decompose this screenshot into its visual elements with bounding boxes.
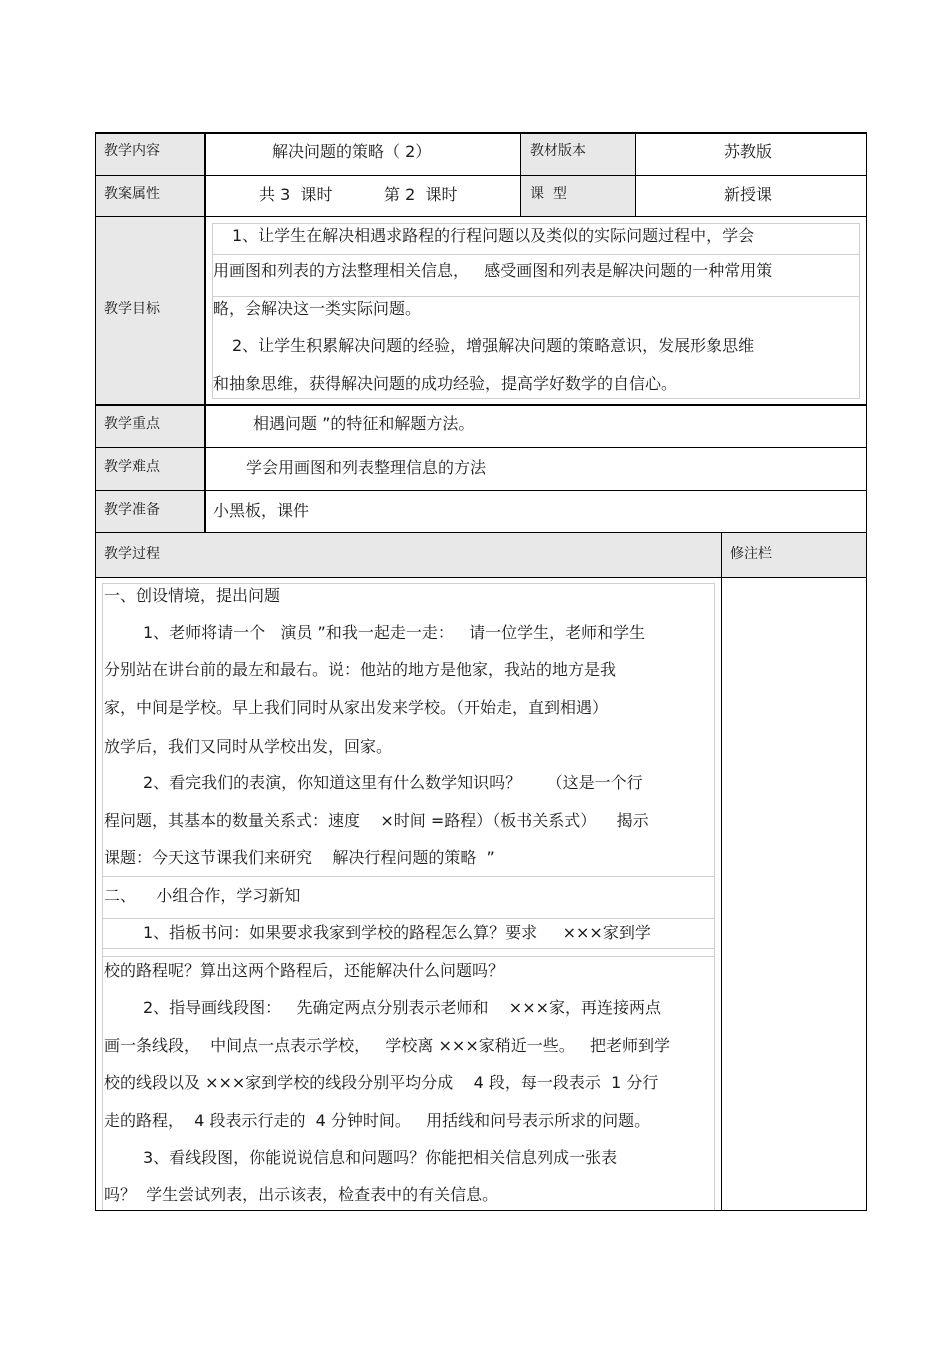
- content-label: 教学内容: [104, 143, 160, 159]
- difficulty-label: 教学难点: [104, 459, 160, 475]
- keypoint-label: 教学重点: [104, 416, 160, 432]
- process-line: 二、 小组合作，学习新知: [104, 886, 301, 905]
- content-value: 解决问题的策略（ 2）: [272, 142, 432, 161]
- prep-label: 教学准备: [104, 502, 160, 518]
- process-line: 吗？ 学生尝试列表，出示该表，检查表中的有关信息。: [104, 1185, 499, 1204]
- process-line: 画一条线段， 中间点一点表示学校， 学校离 ×××家稍近一些。 把老师到学: [104, 1036, 670, 1055]
- goal-line: 用画图和列表的方法整理相关信息， 感受画图和列表是解决问题的一种常用策: [213, 261, 773, 280]
- process-line: 一、创设情境，提出问题: [104, 586, 281, 605]
- process-line: 校的线段以及 ×××家到学校的线段分别平均分成 4 段，每一段表示 1 分行: [104, 1073, 659, 1092]
- process-line: 分别站在讲台前的最左和最右。说：他站的地方是他家，我站的地方是我: [104, 660, 617, 679]
- process-line: 走的路程， 4 段表示行走的 4 分钟时间。 用括线和问号表示所求的问题。: [104, 1111, 651, 1130]
- process-line: 1、老师将请一个 演员 ”和我一起走一走： 请一位学生，老师和学生: [143, 623, 646, 642]
- attr-label: 教案属性: [104, 186, 160, 202]
- process-line: 课题：今天这节课我们来研究 解决行程问题的策略 ”: [104, 848, 495, 867]
- goal-line: 2、让学生积累解决问题的经验，增强解决问题的策略意识，发展形象思维: [232, 336, 755, 355]
- goal-line: 和抽象思维，获得解决问题的成功经验，提高学好数学的自信心。: [213, 374, 678, 393]
- process-line: 3、看线段图，你能说说信息和问题吗？你能把相关信息列成一张表: [143, 1148, 618, 1167]
- edition-value: 苏教版: [724, 142, 773, 161]
- process-line: 校的路程呢？算出这两个路程后，还能解决什么问题吗？: [104, 961, 505, 980]
- process-line: 2、看完我们的表演，你知道这里有什么数学知识吗？ （这是一个行: [143, 773, 643, 792]
- prep-value: 小黑板，课件: [213, 501, 310, 520]
- process-line: 放学后，我们又同时从学校出发，回家。: [104, 737, 393, 756]
- process-line: 2、指导画线段图： 先确定两点分别表示老师和 ×××家，再连接两点: [143, 998, 662, 1017]
- keypoint-value: 相遇问题 ”的特征和解题方法。: [253, 414, 475, 433]
- goal-line: 1、让学生在解决相遇求路程的行程问题以及类似的实际问题过程中，学会: [232, 226, 755, 245]
- process-label: 教学过程: [104, 546, 160, 562]
- process-line: 程问题，其基本的数量关系式：速度 ×时间 =路程）（板书关系式） 揭示: [104, 811, 649, 830]
- process-line: 1、指板书问：如果要求我家到学校的路程怎么算？要求 ×××家到学: [143, 923, 651, 942]
- attr-current: 第 2 课时: [384, 185, 458, 204]
- edition-label: 教材版本: [530, 143, 586, 159]
- type-label: 课 型: [530, 186, 567, 202]
- notes-label: 修注栏: [730, 546, 772, 562]
- difficulty-value: 学会用画图和列表整理信息的方法: [246, 458, 487, 477]
- attr-total: 共 3 课时: [259, 185, 333, 204]
- process-line: 家，中间是学校。早上我们同时从家出发来学校。（开始走，直到相遇）: [104, 698, 609, 717]
- process-header-cell: [96, 533, 722, 577]
- type-value: 新授课: [724, 185, 773, 204]
- goal-line: 略，会解决这一类实际问题。: [213, 299, 422, 318]
- goals-label: 教学目标: [104, 301, 160, 317]
